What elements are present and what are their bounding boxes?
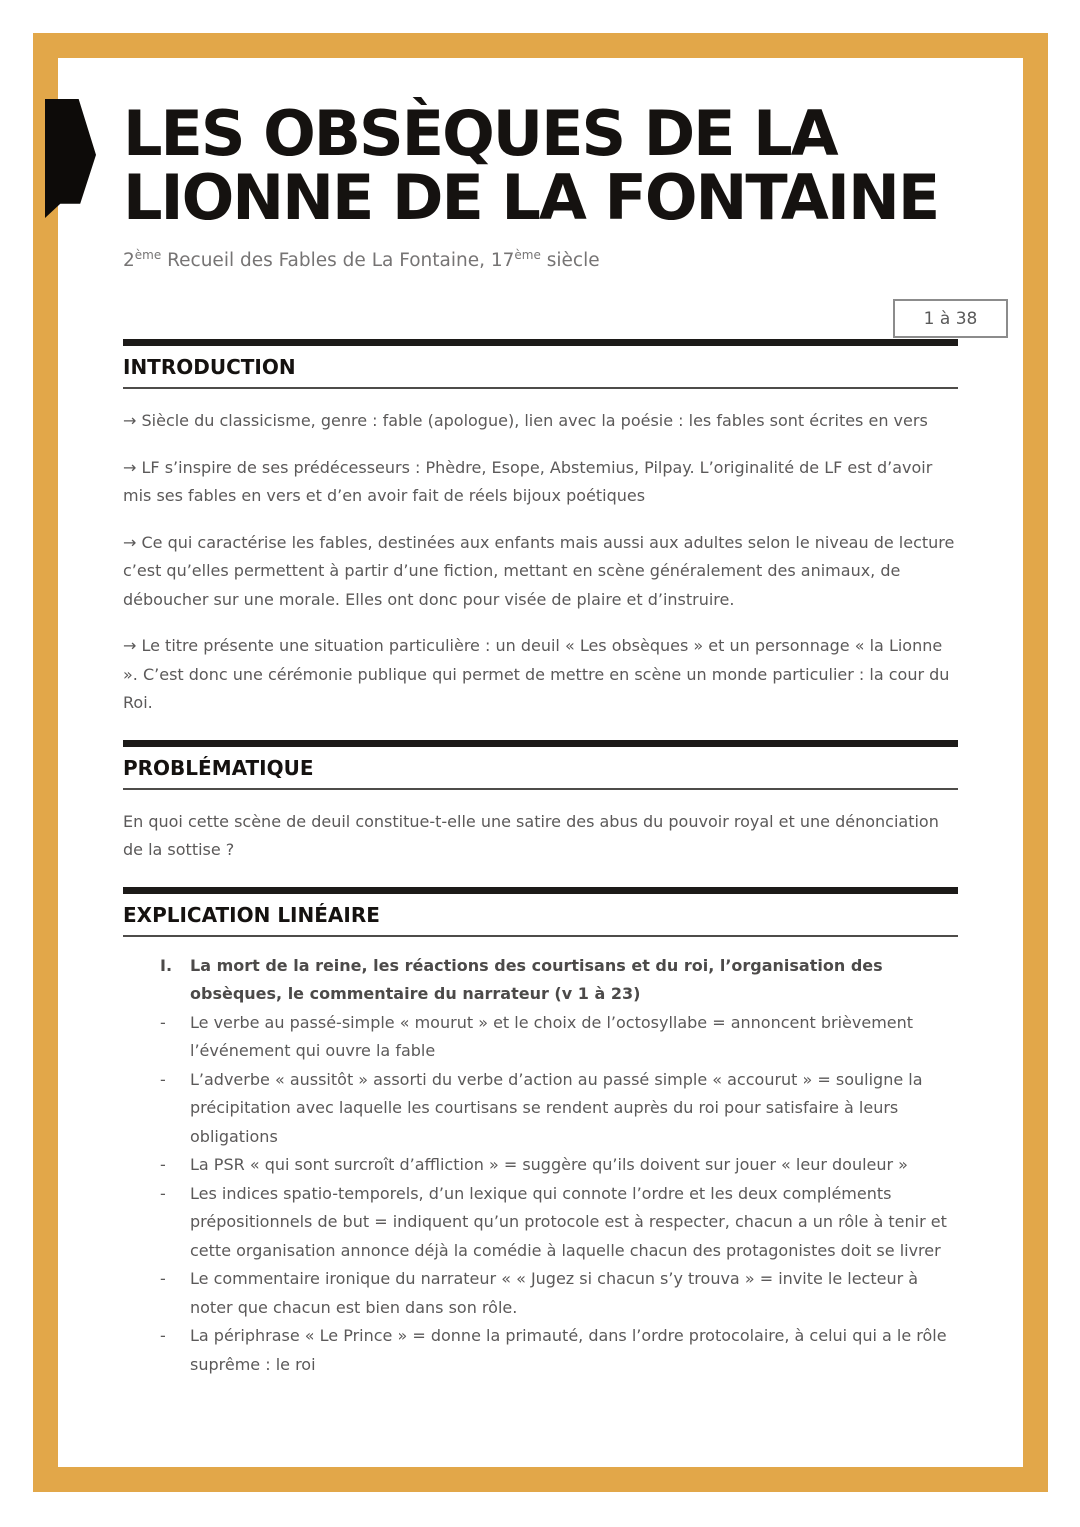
outline-numeral: I. bbox=[160, 955, 173, 975]
section-introduction-title: INTRODUCTION bbox=[123, 355, 296, 379]
section-divider-thin bbox=[123, 387, 958, 389]
outline-heading-1 bbox=[123, 952, 958, 1009]
section-problematique-title: PROBLÉMATIQUE bbox=[123, 755, 314, 780]
list-item bbox=[123, 1180, 958, 1266]
problematique-paragraph: En quoi cette scène de deuil constitue-t-elle une satire des abus du pouvoir royal et une dénonciation de la sottise ? bbox=[123, 811, 939, 859]
intro-paragraph-2: → LF s’inspire de ses prédécesseurs : Phèdre, Esope, Abstemius, Pilpay. L’originalité de LF est d’avoir mis ses fables en vers et d’en avoir fait de réels bijoux poétiques bbox=[123, 457, 933, 505]
section-problematique bbox=[123, 740, 958, 865]
list-item bbox=[123, 1009, 958, 1066]
subtitle-text: Recueil des Fables de La Fontaine, 17 bbox=[161, 250, 515, 271]
subtitle-number: 2 bbox=[123, 250, 135, 271]
list-marker: - bbox=[160, 1012, 166, 1032]
list-item-text: Le verbe au passé-simple « mourut » et le choix de l’octosyllabe = annoncent brièvement l’événement qui ouvre la fable bbox=[190, 1012, 914, 1060]
section-divider-thick bbox=[123, 339, 958, 346]
subtitle-text-end: siècle bbox=[540, 250, 600, 271]
section-explication-lineaire bbox=[123, 887, 958, 1380]
section-explication-title: EXPLICATION LINÉAIRE bbox=[123, 902, 380, 927]
page-title bbox=[123, 97, 958, 234]
list-item-text: La périphrase « Le Prince » = donne la primauté, dans l’ordre protocolaire, à celui qui a le rôle suprême : le roi bbox=[190, 1326, 947, 1374]
document-content bbox=[123, 0, 958, 1379]
page-title-line-1: LES OBSÈQUES DE LA bbox=[123, 97, 837, 170]
list-marker: - bbox=[160, 1269, 166, 1288]
section-divider-thick bbox=[123, 887, 958, 894]
subtitle-ordinal-suffix-2: ème bbox=[514, 247, 541, 262]
page-subtitle bbox=[123, 247, 958, 271]
list-item bbox=[123, 1151, 958, 1180]
section-divider-thick bbox=[123, 740, 958, 747]
subtitle-ordinal-suffix: ème bbox=[134, 247, 162, 262]
section-divider-thin bbox=[123, 935, 958, 937]
list-item bbox=[123, 1265, 958, 1322]
page-title-line-2: LIONNE DE LA FONTAINE bbox=[123, 161, 939, 234]
list-item-text: Les indices spatio-temporels, d’un lexique qui connote l’ordre et les deux compléments prépositionnels de but = indiquent qu’un protocole est à respecter, chacun a un rôle à tenir et cette organisation annonce déjà la comédie à laquelle chacun des protagonistes doit se livrer bbox=[190, 1183, 947, 1260]
outline-heading-text: La mort de la reine, les réactions des courtisans et du roi, l’organisation des obsèques, le commentaire du narrateur (v 1 à 23) bbox=[190, 955, 883, 1003]
list-item-text: L’adverbe « aussitôt » assorti du verbe d’action au passé simple « accourut » = souligne la précipitation avec laquelle les courtisans se rendent auprès du roi pour satisfaire à leurs obligations bbox=[190, 1069, 923, 1146]
intro-paragraph-4: → Le titre présente une situation particulière : un deuil « Les obsèques » et un personnage « la Lionne ». C’est donc une cérémonie publique qui permet de mettre en scène un monde particulier : la cour du Roi. bbox=[123, 636, 950, 712]
verse-range-label: 1 à 38 bbox=[923, 308, 978, 329]
list-marker: - bbox=[160, 1183, 166, 1203]
list-marker: - bbox=[160, 1069, 166, 1089]
intro-paragraph-1: → Siècle du classicisme, genre : fable (apologue), lien avec la poésie : les fables sont écrites en vers bbox=[123, 411, 928, 430]
list-item bbox=[123, 1322, 958, 1379]
list-item-text: Le commentaire ironique du narrateur « « Jugez si chacun s’y trouva » = invite le lecteur à noter que chacun est bien dans son rôle. bbox=[190, 1269, 919, 1317]
list-item-text: La PSR « qui sont surcroît d’affliction » = suggère qu’ils doivent sur jouer « leur douleur » bbox=[190, 1155, 908, 1174]
list-marker: - bbox=[160, 1155, 166, 1174]
section-divider-thin bbox=[123, 788, 958, 790]
list-marker: - bbox=[160, 1326, 166, 1345]
list-item bbox=[123, 1066, 958, 1152]
intro-paragraph-3: → Ce qui caractérise les fables, destinées aux enfants mais aussi aux adultes selon le niveau de lecture c’est qu’elles permettent à partir d’une fiction, mettant en scène généralement des animaux, de déboucher sur une morale. Elles ont donc pour visée de plaire et d’instruire. bbox=[123, 532, 955, 609]
section-introduction bbox=[123, 339, 958, 718]
